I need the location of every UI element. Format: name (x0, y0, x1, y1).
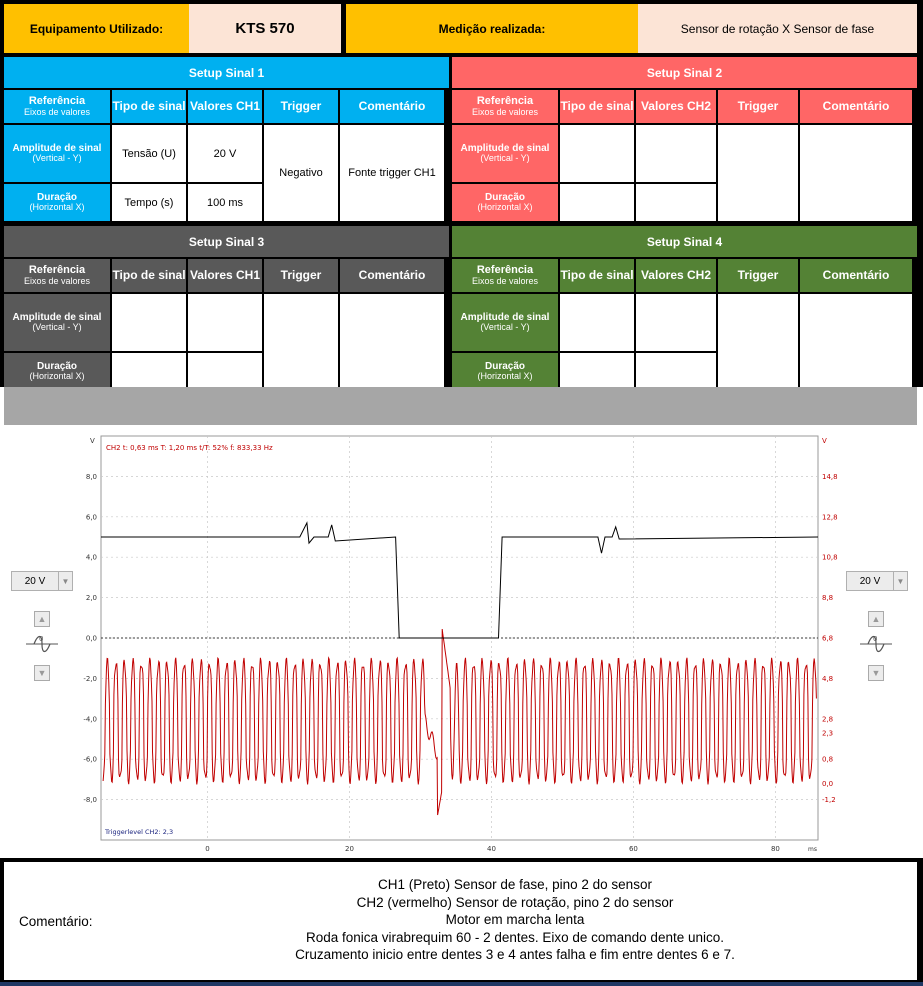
left-coupling-icon (24, 631, 60, 657)
setup-title: Setup Sinal 2 (452, 57, 917, 88)
amplitude-type-cell: Tensão (U) (112, 125, 186, 182)
duration-row-label (4, 353, 110, 390)
y-tick-label-right: 6,8 (822, 634, 834, 643)
right-scale-value: 20 V (859, 575, 881, 587)
x-axis-unit: ms (808, 846, 817, 853)
trigger-level-label: Triggerlevel CH2: 2,3 (105, 828, 174, 836)
duration-row-label (452, 184, 558, 221)
y-tick-label-right: -1,2 (822, 796, 836, 805)
separator-band (4, 387, 917, 425)
column-header-tipo: Tipo de sinal (560, 90, 634, 123)
left-axis-unit: V (90, 437, 95, 445)
y-tick-label-left: -8,0 (83, 796, 97, 805)
svg-text:0: 0 (873, 635, 878, 643)
right-scale-select[interactable] (846, 571, 908, 591)
amplitude-label: Amplitude de sinal (460, 143, 550, 155)
column-header-valores: Valores CH1 (188, 259, 262, 292)
column-header-trigger: Trigger (718, 259, 798, 292)
duration-sublabel: (Horizontal X) (29, 371, 85, 382)
amplitude-value-cell (636, 125, 716, 182)
amplitude-row-label (4, 125, 110, 182)
y-tick-label-right: 12,8 (822, 513, 838, 522)
duration-type-cell (560, 184, 634, 221)
y-tick-label-right: 8,8 (822, 594, 834, 603)
reference-title: Referência (28, 95, 86, 107)
amplitude-type-cell (112, 294, 186, 351)
right-coupling-icon (858, 631, 894, 657)
amplitude-label: Amplitude de sinal (460, 312, 550, 324)
left-scale-select[interactable] (11, 571, 73, 591)
reference-header (4, 259, 110, 292)
reference-subtitle: Eixos de valores (471, 275, 539, 286)
comment-line: Cruzamento inicio entre dentes 3 e 4 antes falha e fim entre dentes 6 e 7. (295, 947, 735, 962)
amplitude-sublabel: (Vertical - Y) (32, 153, 82, 164)
setup-title: Setup Sinal 1 (4, 57, 449, 88)
duration-value-cell (188, 353, 262, 390)
comment-lines (170, 876, 860, 964)
y-tick-label-right: 10,8 (822, 553, 838, 562)
trigger-cell (718, 294, 798, 390)
comment-cell: Fonte trigger CH1 (340, 125, 444, 221)
amplitude-row-label (4, 294, 110, 351)
amplitude-type-cell (560, 294, 634, 351)
duration-sublabel: (Horizontal X) (477, 371, 533, 382)
comment-label: Comentário: (19, 914, 93, 929)
equipment-label-cell: Equipamento Utilizado: (4, 4, 189, 53)
duration-row-label (4, 184, 110, 221)
duration-value-cell (636, 353, 716, 390)
amplitude-label: Amplitude de sinal (12, 143, 102, 155)
arrow-up-icon: ▲ (37, 614, 47, 624)
amplitude-type-cell (560, 125, 634, 182)
duration-label: Duração (484, 361, 525, 373)
channel-info: CH2 t: 0,63 ms T: 1,20 ms t/T: 52% f: 833,33 Hz (106, 444, 273, 452)
duration-type-cell: Tempo (s) (112, 184, 186, 221)
duration-sublabel: (Horizontal X) (477, 202, 533, 213)
left-offset-up-button[interactable] (34, 611, 50, 627)
duration-value-cell: 100 ms (188, 184, 262, 221)
comment-cell (800, 125, 912, 221)
comment-line: CH1 (Preto) Sensor de fase, pino 2 do sensor (378, 877, 652, 892)
duration-label: Duração (36, 192, 77, 204)
comment-line: Motor em marcha lenta (445, 912, 585, 927)
y-tick-label-right: 0,0 (822, 779, 834, 788)
reference-subtitle: Eixos de valores (471, 106, 539, 117)
duration-label: Duração (36, 361, 77, 373)
reference-title: Referência (476, 264, 534, 276)
reference-subtitle: Eixos de valores (23, 275, 91, 286)
x-tick-label: 80 (770, 845, 780, 853)
amplitude-sublabel: (Vertical - Y) (480, 322, 530, 333)
y-tick-label-left: 6,0 (85, 513, 97, 522)
right-offset-up-button[interactable] (868, 611, 884, 627)
column-header-tipo: Tipo de sinal (112, 90, 186, 123)
column-header-comentario: Comentário (800, 259, 912, 292)
x-tick-label: 20 (345, 845, 354, 853)
arrow-down-icon: ▼ (871, 668, 881, 678)
y-tick-label-left: 4,0 (85, 553, 97, 562)
duration-type-cell (560, 353, 634, 390)
x-tick-label: 40 (486, 845, 496, 853)
duration-sublabel: (Horizontal X) (29, 202, 85, 213)
column-header-comentario: Comentário (340, 90, 444, 123)
y-tick-label-left: -6,0 (83, 755, 97, 764)
setup-title: Setup Sinal 4 (452, 226, 917, 257)
reference-header (452, 259, 558, 292)
y-tick-label-right: 2,8 (822, 715, 834, 724)
amplitude-label: Amplitude de sinal (12, 312, 102, 324)
y-tick-label-left: 0,0 (85, 634, 97, 643)
y-tick-label-left: -4,0 (83, 715, 97, 724)
x-tick-label: 0 (205, 845, 210, 853)
left-scale-value: 20 V (24, 575, 46, 587)
amplitude-row-label (452, 294, 558, 351)
chevron-down-icon: ▼ (893, 572, 907, 590)
reference-subtitle: Eixos de valores (23, 106, 91, 117)
comment-line: CH2 (vermelho) Sensor de rotação, pino 2 do sensor (356, 894, 674, 910)
comment-line: Roda fonica virabrequim 60 - 2 dentes. Eixo de comando dente unico. (305, 929, 724, 945)
column-header-comentario: Comentário (800, 90, 912, 123)
x-tick-label: 60 (628, 845, 638, 853)
y-tick-label-right: 14,8 (822, 472, 838, 481)
column-header-trigger: Trigger (264, 90, 338, 123)
measurement-label-cell: Medição realizada: (346, 4, 638, 53)
y-tick-label-left: 2,0 (85, 594, 97, 603)
y-tick-label-right: 4,8 (822, 674, 834, 683)
amplitude-row-label (452, 125, 558, 182)
oscilloscope-chart (0, 425, 923, 860)
column-header-valores: Valores CH1 (188, 90, 262, 123)
reference-header (452, 90, 558, 123)
y-tick-label-left: 8,0 (85, 472, 97, 481)
duration-row-label (452, 353, 558, 390)
right-offset-down-button[interactable] (868, 665, 884, 681)
column-header-valores: Valores CH2 (636, 259, 716, 292)
trigger-cell: Negativo (264, 125, 338, 221)
arrow-down-icon: ▼ (37, 668, 47, 678)
oscilloscope-panel (0, 425, 923, 860)
column-header-tipo: Tipo de sinal (112, 259, 186, 292)
column-header-tipo: Tipo de sinal (560, 259, 634, 292)
reference-title: Referência (476, 95, 534, 107)
column-header-trigger: Trigger (264, 259, 338, 292)
duration-type-cell (112, 353, 186, 390)
amplitude-value-cell (636, 294, 716, 351)
arrow-up-icon: ▲ (871, 614, 881, 624)
reference-title: Referência (28, 264, 86, 276)
right-axis-unit: V (822, 437, 827, 445)
y-tick-label-right: 2,3 (822, 729, 834, 738)
trigger-cell (718, 125, 798, 221)
y-tick-label-right: 0,8 (822, 755, 834, 764)
column-header-comentario: Comentário (340, 259, 444, 292)
column-header-valores: Valores CH2 (636, 90, 716, 123)
amplitude-value-cell: 20 V (188, 125, 262, 182)
amplitude-value-cell (188, 294, 262, 351)
comment-cell (800, 294, 912, 390)
amplitude-sublabel: (Vertical - Y) (32, 322, 82, 333)
y-tick-label-left: -2,0 (83, 674, 97, 683)
left-offset-down-button[interactable] (34, 665, 50, 681)
amplitude-sublabel: (Vertical - Y) (480, 153, 530, 164)
setup-title: Setup Sinal 3 (4, 226, 449, 257)
chevron-down-icon: ▼ (58, 572, 72, 590)
equipment-value-cell: KTS 570 (189, 4, 341, 53)
duration-label: Duração (484, 192, 525, 204)
duration-value-cell (636, 184, 716, 221)
comment-cell (340, 294, 444, 390)
column-header-trigger: Trigger (718, 90, 798, 123)
reference-header (4, 90, 110, 123)
measurement-value-cell: Sensor de rotação X Sensor de fase (638, 4, 917, 53)
svg-text:0: 0 (39, 635, 44, 643)
trigger-cell (264, 294, 338, 390)
